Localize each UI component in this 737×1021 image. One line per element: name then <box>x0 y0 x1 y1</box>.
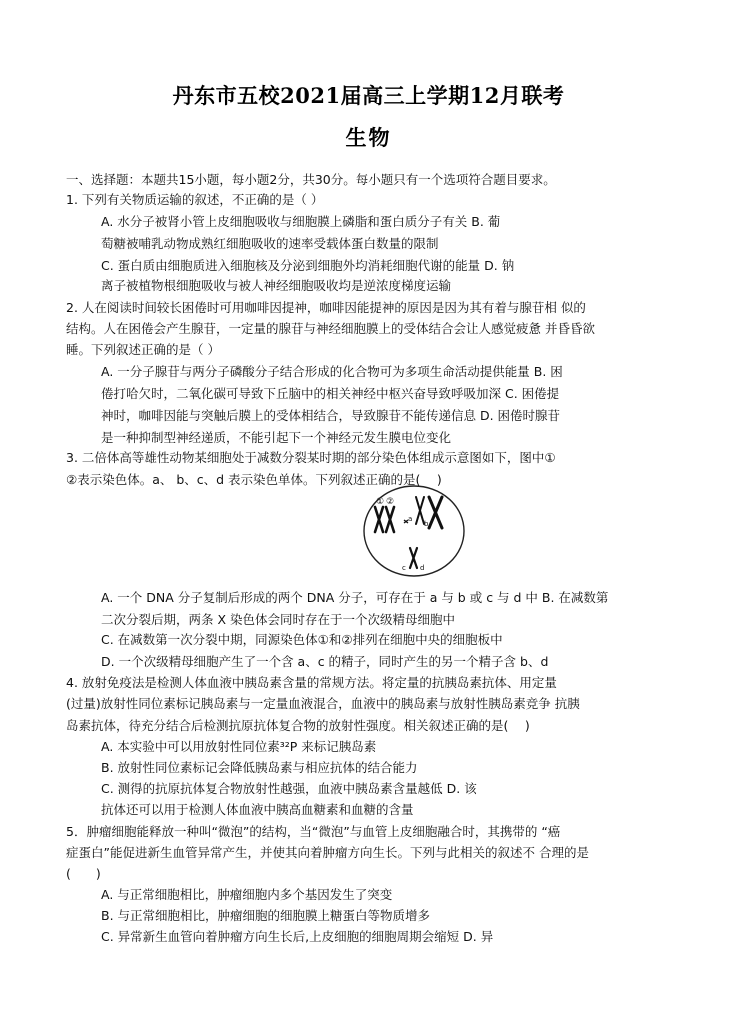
option-line: A. 一分子腺苷与两分子磷酸分子结合形成的化合物可为多项生命活动提供能量 B. 困 <box>101 364 563 379</box>
option-line: 神时，咖啡因能与突触后膜上的受体相结合，导致腺苷不能传递信息 D. 困倦时腺苷 <box>101 408 561 423</box>
subject-title: 生物 <box>345 125 392 150</box>
chromatid-label-b: b <box>424 520 429 528</box>
option-line: C. 异常新生血管向着肿瘤方向生长后,上皮细胞的细胞周期会缩短 D. 异 <box>101 929 494 944</box>
option-line: B. 与正常细胞相比，肿瘤细胞的细胞膜上糖蛋白等物质增多 <box>101 908 431 923</box>
chromosome-label: ① <box>376 497 385 507</box>
question-stem: (过量)放射性同位素标记胰岛素与一定量血液混合，血液中的胰岛素与放射性胰岛素竞争 抗胰 <box>66 696 580 711</box>
page-title: 丹东市五校2021届高三上学期12月联考 <box>172 83 565 108</box>
question-stem: 睡。下列叙述正确的是（ ） <box>66 342 220 357</box>
option-line: C. 测得的抗原抗体复合物放射性越强，血液中胰岛素含量越低 D. 该 <box>101 781 477 796</box>
option-line: A. 与正常细胞相比，肿瘤细胞内多个基因发生了突变 <box>101 887 393 902</box>
question-stem: 4. 放射免疫法是检测人体血液中胰岛素含量的常规方法。将定量的抗胰岛素抗体、用定量 <box>66 675 557 690</box>
option-line: A. 本实验中可以用放射性同位素³²P 来标记胰岛素 <box>101 739 377 754</box>
option-line: C. 在减数第一次分裂中期，同源染色体①和②排列在细胞中央的细胞板中 <box>101 632 503 647</box>
chromosome-4 <box>429 497 442 528</box>
chromosome-5 <box>410 548 417 568</box>
question-stem: 1. 下列有关物质运输的叙述，不正确的是（ ） <box>66 192 324 207</box>
chromatid-label-a: a <box>408 515 413 523</box>
option-line: A. 水分子被肾小管上皮细胞吸收与细胞膜上磷脂和蛋白质分子有关 B. 葡 <box>101 214 501 229</box>
question-stem: ( ) <box>66 866 101 881</box>
option-line: C. 蛋白质由细胞质进入细胞核及分泌到细胞外均消耗细胞代谢的能量 D. 钠 <box>101 258 515 273</box>
option-line: B. 放射性同位素标记会降低胰岛素与相应抗体的结合能力 <box>101 760 418 775</box>
question-stem: ②表示染色体。a、 b、c、d 表示染色单体。下列叙述正确的是( ) <box>66 472 442 487</box>
question-stem: 症蛋白”能促进新生血管异常产生，并使其向着肿瘤方向生长。下列与此相关的叙述不 合理的是 <box>66 845 589 860</box>
chromatid-label-c: c <box>402 564 406 572</box>
option-line: 是一种抑制型神经递质，不能引起下一个神经元发生膜电位变化 <box>101 430 452 445</box>
question-stem: 5．肿瘤细胞能释放一种叫“微泡”的结构，当“微泡”与血管上皮细胞融合时，其携带的 “癌 <box>66 824 561 839</box>
question-stem: 岛素抗体，待充分结合后检测抗原抗体复合物的放射性强度。相关叙述正确的是( ) <box>66 718 530 733</box>
chromosome-2 <box>386 507 394 532</box>
option-line: D. 一个次级精母细胞产生了一个含 a、c 的精子，同时产生的另一个精子含 b、d <box>101 654 549 669</box>
option-line: 倦打哈欠时，二氧化碳可导致下丘脑中的相关神经中枢兴奋导致呼吸加深 C. 困倦提 <box>101 386 560 401</box>
option-line: 萄糖被哺乳动物成熟红细胞吸收的速率受载体蛋白数量的限制 <box>101 236 439 251</box>
chromatid-label-d: d <box>420 564 425 572</box>
chromosome-3 <box>416 497 424 524</box>
option-line: 抗体还可以用于检测人体血液中胰高血糖素和血糖的含量 <box>101 802 414 817</box>
question-stem: 2. 人在阅读时间较长困倦时可用咖啡因提神，咖啡因能提神的原因是因为其有着与腺苷相 似的 <box>66 300 586 315</box>
option-line: A. 一个 DNA 分子复制后形成的两个 DNA 分子，可存在于 a 与 b 或 c 与 d 中 B. 在减数第 <box>101 590 609 605</box>
question-stem: 3. 二倍体高等雄性动物某细胞处于减数分裂某时期的部分染色体组成示意图如下，图中① <box>66 450 556 465</box>
text-line: 一、选择题：本题共15小题，每小题2分，共30分。每小题只有一个选项符合题目要求。 <box>66 172 556 187</box>
cell-diagram <box>362 484 466 578</box>
option-line: 二次分裂后期，两条 X 染色体会同时存在于一个次级精母细胞中 <box>101 612 456 627</box>
option-line: 离子被植物根细胞吸收与被人神经细胞吸收均是逆浓度梯度运输 <box>101 278 452 293</box>
question-stem: 结构。人在困倦会产生腺苷，一定量的腺苷与神经细胞膜上的受体结合会让人感觉疲惫 并昏昏欲 <box>66 321 595 336</box>
chromosome-1 <box>375 507 383 532</box>
chromosome-label: ② <box>386 497 395 507</box>
